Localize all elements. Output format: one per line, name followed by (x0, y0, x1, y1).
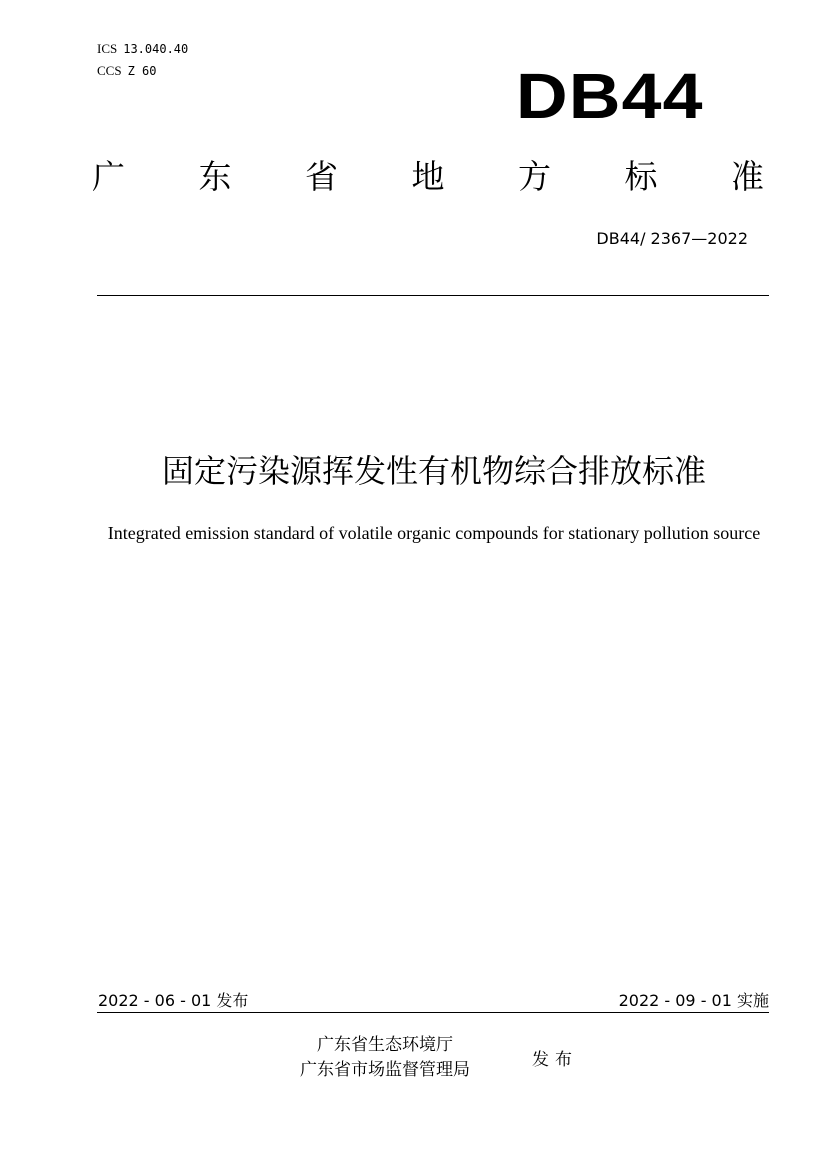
standard-type-char: 东 (198, 157, 232, 196)
ics-value: 13.040.40 (123, 42, 189, 56)
issuer-name: 广东省生态环境厅 (317, 1035, 453, 1055)
standard-type-char: 标 (624, 157, 658, 196)
ics-classification (97, 41, 188, 57)
standard-type-char: 省 (305, 157, 338, 196)
ics-label: ICS (97, 41, 118, 56)
publish-date: 2022 - 06 - 01 发布 (98, 991, 249, 1010)
standard-number: DB44/ 2367—2022 (596, 229, 748, 248)
ccs-classification (97, 63, 156, 79)
db44-logo: DB44 (516, 60, 704, 132)
title-english: Integrated emission standard of volatile organic compounds for stationary pollution source (107, 523, 761, 543)
divider-top (97, 295, 769, 296)
standard-type-char: 地 (411, 157, 445, 196)
ccs-value: Z 60 (127, 64, 157, 78)
title-chinese: 固定污染源挥发性有机物综合排放标准 (161, 452, 706, 490)
standard-type-char: 方 (518, 157, 551, 196)
issue-label: 发布 (532, 1050, 578, 1070)
standard-type-char: 准 (731, 157, 764, 196)
standard-type-char: 广 (92, 157, 125, 196)
standard-type-heading (92, 157, 764, 196)
ccs-label: CCS (97, 63, 122, 78)
issuing-authorities (300, 1033, 470, 1083)
divider-bottom (97, 1012, 769, 1013)
effective-date: 2022 - 09 - 01 实施 (618, 991, 769, 1010)
issuer-name: 广东省市场监督管理局 (300, 1060, 470, 1080)
